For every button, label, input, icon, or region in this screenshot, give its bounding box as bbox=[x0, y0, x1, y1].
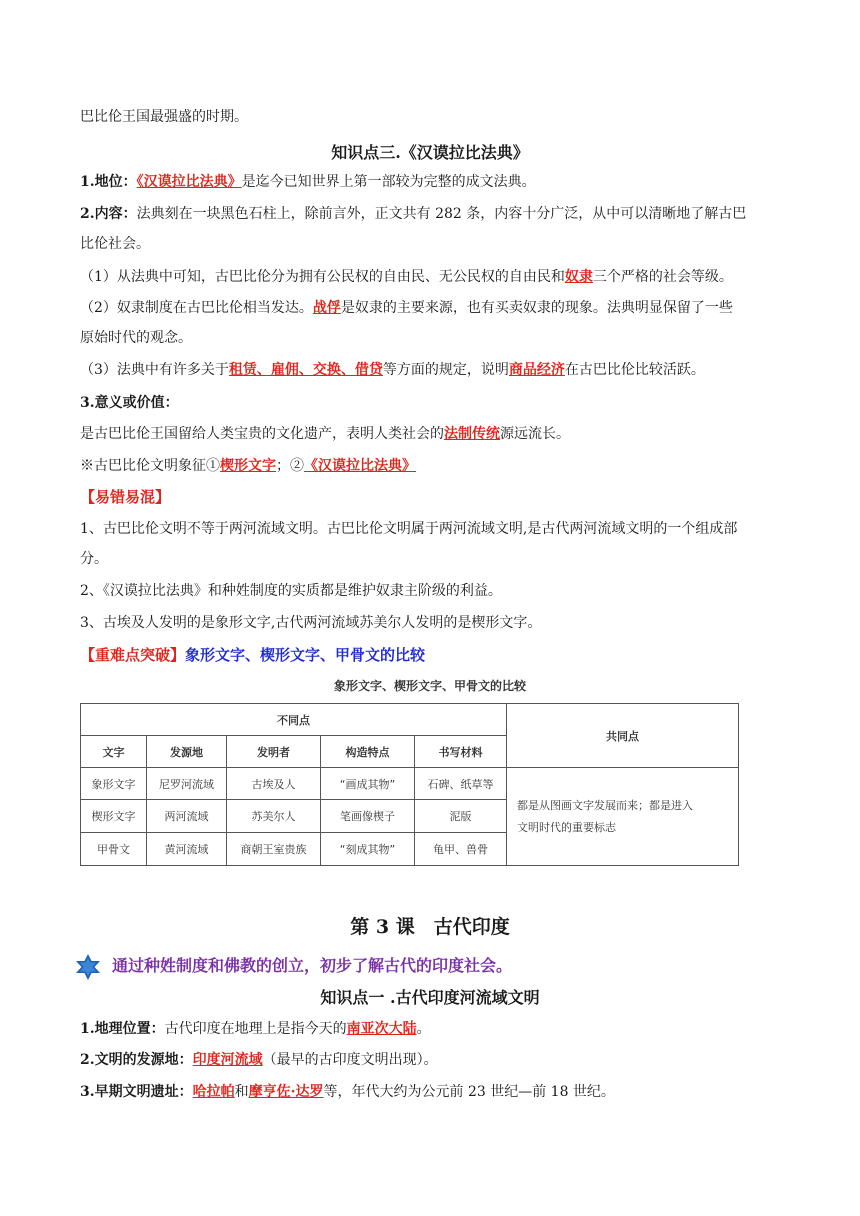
table-col-header: 书写材料 bbox=[415, 736, 507, 768]
key-term-subcontinent: 南亚次大陆 bbox=[346, 1021, 417, 1037]
lesson-title: 第 3 课 古代印度 bbox=[350, 916, 510, 938]
table-common-cell bbox=[507, 768, 739, 866]
item-text: （1）从法典中可知，古巴比伦分为拥有公民权的自由民、无公民权的自由民和 bbox=[80, 269, 565, 285]
comparison-table bbox=[80, 703, 739, 866]
table-cell: 笔画像楔子 bbox=[321, 800, 415, 833]
origin-label: 2.文明的发源地： bbox=[80, 1052, 193, 1068]
table-col-header: 发明者 bbox=[227, 736, 321, 768]
table-caption: 象形文字、楔形文字、甲骨文的比较 bbox=[333, 679, 526, 693]
common-line-2: 文明时代的重要标志 bbox=[517, 820, 617, 834]
table-cell: 古埃及人 bbox=[227, 768, 321, 800]
table-header-diff: 不同点 bbox=[81, 704, 507, 736]
table-cell: “刻成其物” bbox=[321, 833, 415, 866]
table-cell: 黄河流域 bbox=[147, 833, 227, 866]
content-item-3 bbox=[80, 359, 780, 381]
zhongnan-title: 【重难点突破】 bbox=[80, 646, 186, 664]
table-header-common: 共同点 bbox=[507, 704, 739, 768]
yicuo-title: 【易错易混】 bbox=[80, 488, 171, 506]
geo-paragraph bbox=[80, 1018, 780, 1040]
table-cell: “画成其物” bbox=[321, 768, 415, 800]
content-item-2 bbox=[80, 297, 780, 319]
table-cell: 尼罗河流域 bbox=[147, 768, 227, 800]
common-line-1: 都是从图画文字发展而来；都是进入 bbox=[517, 798, 694, 812]
table-cell: 象形文字 bbox=[81, 768, 147, 800]
content-text: 法典刻在一块黑色石柱上，除前言外，正文共有 282 条，内容十分广泛，从中可以清晰地了解古巴 bbox=[136, 206, 747, 222]
key-term-mohenjodaro: 摩亨佐·达罗 bbox=[248, 1084, 324, 1100]
yicuo-item-1-cont: 分。 bbox=[80, 551, 108, 567]
status-text: 是迄今已知世界上第一部较为完整的成文法典。 bbox=[241, 174, 536, 190]
key-term-economy: 商品经济 bbox=[508, 362, 565, 378]
item-text: 等，年代大约为公元前 23 世纪—前 18 世纪。 bbox=[323, 1084, 615, 1100]
item-text: ※古巴比伦文明象征① bbox=[80, 458, 220, 474]
key-term-captive: 战俘 bbox=[312, 300, 341, 316]
table-cell: 苏美尔人 bbox=[227, 800, 321, 833]
item-text: 和 bbox=[234, 1084, 249, 1100]
code-name: 《汉谟拉比法典》 bbox=[136, 174, 242, 190]
key-term-trade: 租赁、雇佣、交换、借贷 bbox=[228, 362, 383, 378]
content-paragraph bbox=[80, 203, 780, 225]
yicuo-item-2: 2、《汉谟拉比法典》和种姓制度的实质都是维护奴隶主阶级的利益。 bbox=[80, 583, 502, 599]
symbol-line bbox=[80, 455, 780, 477]
content-label: 2.内容： bbox=[80, 206, 137, 222]
item-text: （3）法典中有许多关于 bbox=[80, 362, 229, 378]
content-item-2-cont: 原始时代的观念。 bbox=[80, 330, 192, 346]
table-row bbox=[81, 768, 739, 800]
item-text: 。 bbox=[416, 1021, 431, 1037]
table-cell: 楔形文字 bbox=[81, 800, 147, 833]
key-term-legal: 法制传统 bbox=[444, 426, 500, 442]
item-text: 是古巴比伦王国留给人类宝贵的文化遗产，表明人类社会的 bbox=[80, 426, 444, 442]
item-text: ；② bbox=[276, 458, 304, 474]
sites-paragraph bbox=[80, 1081, 780, 1103]
status-label: 1.地位： bbox=[80, 174, 137, 190]
yicuo-item-1: 1、古巴比伦文明不等于两河流域文明。古巴比伦文明属于两河流域文明,是古代两河流域文明的一个组成部 bbox=[80, 521, 738, 537]
table-cell: 商朝王室贵族 bbox=[227, 833, 321, 866]
table-cell: 甲骨文 bbox=[81, 833, 147, 866]
item-text: 古代印度在地理上是指今天的 bbox=[164, 1021, 347, 1037]
table-cell: 石碑、纸草等 bbox=[415, 768, 507, 800]
table-col-header: 发源地 bbox=[147, 736, 227, 768]
item-text: 源远流长。 bbox=[500, 426, 570, 442]
item-text: （最早的古印度文明出现）。 bbox=[262, 1052, 438, 1068]
item-text: 是奴隶的主要来源，也有买卖奴隶的现象。法典明显保留了一些 bbox=[340, 300, 733, 316]
geo-label: 1.地理位置： bbox=[80, 1021, 165, 1037]
key-term-code: 《汉谟拉比法典》 bbox=[304, 458, 416, 474]
key-term-harappa: 哈拉帕 bbox=[192, 1084, 235, 1100]
zhongnan-line bbox=[80, 644, 780, 666]
origin-paragraph bbox=[80, 1049, 780, 1071]
table-col-header: 构造特点 bbox=[321, 736, 415, 768]
lesson-goal: 通过种姓制度和佛教的创立，初步了解古代的印度社会。 bbox=[112, 956, 513, 975]
star-icon bbox=[74, 953, 102, 981]
paragraph-continuation: 巴比伦王国最强盛的时期。 bbox=[80, 109, 248, 125]
table-cell: 龟甲、兽骨 bbox=[415, 833, 507, 866]
table-cell: 泥版 bbox=[415, 800, 507, 833]
content-item-1 bbox=[80, 266, 780, 288]
key-term-indus: 印度河流域 bbox=[192, 1052, 263, 1068]
status-paragraph bbox=[80, 171, 780, 193]
yicuo-item-3: 3、古埃及人发明的是象形文字,古代两河流域苏美尔人发明的是楔形文字。 bbox=[80, 615, 542, 631]
significance-label: 3.意义或价值： bbox=[80, 395, 179, 411]
key-term-slave: 奴隶 bbox=[564, 269, 593, 285]
item-text: 三个严格的社会等级。 bbox=[592, 269, 733, 285]
sites-label: 3.早期文明遗址： bbox=[80, 1084, 193, 1100]
item-text: 在古巴比伦比较活跃。 bbox=[564, 362, 705, 378]
table-cell: 两河流域 bbox=[147, 800, 227, 833]
section-heading-1: 知识点一 .古代印度河流域文明 bbox=[320, 988, 540, 1007]
item-text: 等方面的规定，说明 bbox=[382, 362, 509, 378]
section-heading-3: 知识点三.《汉谟拉比法典》 bbox=[331, 143, 529, 162]
significance-text bbox=[80, 423, 780, 445]
content-paragraph-cont: 比伦社会。 bbox=[80, 236, 150, 252]
table-col-header: 文字 bbox=[81, 736, 147, 768]
item-text: （2）奴隶制度在古巴比伦相当发达。 bbox=[80, 300, 313, 316]
zhongnan-topic: 象形文字、楔形文字、甲骨文的比较 bbox=[185, 646, 426, 664]
key-term-cuneiform: 楔形文字 bbox=[220, 458, 276, 474]
